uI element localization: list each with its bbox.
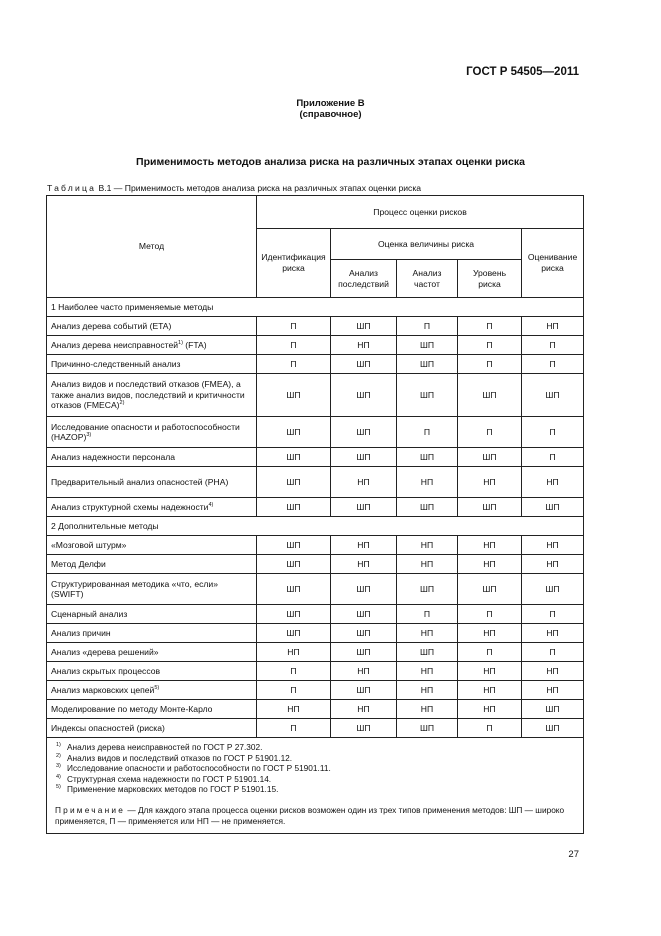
method-cell: [47, 624, 257, 643]
footnote-ref: 3): [86, 432, 92, 438]
method-cell: [47, 448, 257, 467]
appendix-heading: [0, 98, 661, 120]
applicability-cell: ШП: [257, 624, 331, 643]
note-prefix: Примечание: [55, 804, 126, 815]
applicability-cell: НП: [458, 467, 522, 498]
table-row: [47, 317, 584, 336]
applicability-cell: П: [397, 317, 458, 336]
method-cell: [47, 662, 257, 681]
applicability-cell: НП: [331, 700, 397, 719]
footnote-list: [47, 742, 579, 795]
applicability-cell: ШП: [331, 681, 397, 700]
method-name: Структурированная методика «что, если» (SWIFT): [51, 578, 218, 599]
method-name: Анализ дерева неисправностей: [51, 339, 179, 350]
applicability-cell: ШП: [257, 417, 331, 448]
applicability-cell: ШП: [397, 374, 458, 417]
footnote: [56, 752, 579, 764]
table-row: [47, 536, 584, 555]
applicability-cell: НП: [458, 700, 522, 719]
applicability-cell: НП: [458, 555, 522, 574]
applicability-cell: НП: [522, 681, 584, 700]
footnote-mark: 1): [56, 742, 61, 748]
applicability-cell: ШП: [397, 498, 458, 517]
applicability-cell: ШП: [458, 448, 522, 467]
method-cell: [47, 355, 257, 374]
applicability-cell: ШП: [257, 555, 331, 574]
section-heading-1: 1 Наиболее часто применяемые методы: [47, 298, 584, 317]
method-cell: [47, 317, 257, 336]
table-row: [47, 498, 584, 517]
footnote-mark: 5): [56, 784, 61, 791]
table-caption-prefix: Таблица: [47, 183, 97, 193]
applicability-cell: НП: [522, 317, 584, 336]
appendix-title: Применимость методов анализа риска на различных этапах оценки риска: [136, 156, 525, 168]
table-caption-text: В.1 — Применимость методов анализа риска на различных этапах оценки риска: [98, 183, 422, 193]
table-row: [47, 574, 584, 605]
method-cell: [47, 417, 257, 448]
applicability-cell: ШП: [257, 374, 331, 417]
applicability-cell: ШП: [331, 574, 397, 605]
method-name: Метод Делфи: [51, 558, 106, 569]
header-identification: Идентификация риска: [257, 229, 331, 298]
applicability-cell: НП: [522, 624, 584, 643]
table-row: [47, 555, 584, 574]
applicability-cell: П: [522, 643, 584, 662]
table-row: [47, 374, 584, 417]
applicability-cell: П: [397, 417, 458, 448]
applicability-cell: НП: [257, 643, 331, 662]
applicability-cell: П: [458, 336, 522, 355]
method-cell: [47, 605, 257, 624]
footnote-ref: 1): [178, 339, 183, 346]
applicability-cell: НП: [522, 555, 584, 574]
applicability-cell: НП: [397, 700, 458, 719]
applicability-cell: П: [257, 681, 331, 700]
applicability-cell: П: [458, 605, 522, 624]
method-name: Индексы опасностей (риска): [51, 722, 165, 733]
applicability-cell: НП: [331, 536, 397, 555]
applicability-cell: ШП: [397, 336, 458, 355]
header-level: Уровень риска: [458, 260, 522, 298]
table-row: [47, 417, 584, 448]
appendix-label: Приложение В: [296, 98, 365, 109]
applicability-cell: ШП: [331, 719, 397, 738]
applicability-cell: ШП: [331, 374, 397, 417]
applicability-cell: ШП: [331, 624, 397, 643]
table-row: [47, 355, 584, 374]
footnote: [56, 763, 579, 774]
applicability-cell: НП: [331, 662, 397, 681]
header-process: Процесс оценки рисков: [257, 196, 584, 229]
method-cell: [47, 643, 257, 662]
applicability-cell: П: [257, 662, 331, 681]
applicability-cell: ШП: [331, 317, 397, 336]
applicability-cell: ШП: [331, 605, 397, 624]
header-consequences: Анализ последствий: [331, 260, 397, 298]
applicability-cell: П: [257, 719, 331, 738]
method-name: Анализ видов и последствий отказов (FMEA), а также анализ видов, последствий и критичности отказов (FMECA): [51, 379, 245, 411]
header-method: Метод: [47, 196, 257, 298]
applicability-cell: П: [522, 448, 584, 467]
table-note: [55, 805, 579, 827]
footnote-mark: 3): [56, 763, 61, 770]
footnote-text: Структурная схема надежности по ГОСТ Р 51901.14.: [67, 773, 272, 784]
applicability-cell: П: [257, 336, 331, 355]
method-name: Сценарный анализ: [51, 608, 128, 619]
note-text: — Для каждого этапа процесса оценки рисков возможен один из трех типов применения методов: ШП — широко применяется, П — применяется или НП — не применяется.: [55, 804, 565, 826]
applicability-cell: П: [522, 336, 584, 355]
applicability-cell: НП: [458, 624, 522, 643]
applicability-cell: П: [522, 417, 584, 448]
applicability-cell: ШП: [257, 536, 331, 555]
footnote-ref: 4): [208, 501, 214, 508]
applicability-cell: ШП: [257, 605, 331, 624]
method-name: Анализ надежности персонала: [51, 451, 176, 462]
applicability-cell: П: [458, 643, 522, 662]
applicability-cell: ШП: [397, 643, 458, 662]
applicability-cell: ШП: [331, 417, 397, 448]
footnote: [56, 742, 579, 753]
table-row: [47, 700, 584, 719]
applicability-cell: П: [458, 355, 522, 374]
method-cell: [47, 681, 257, 700]
applicability-cell: НП: [458, 536, 522, 555]
table-row: [47, 719, 584, 738]
applicability-cell: НП: [397, 536, 458, 555]
footnote: [56, 784, 579, 795]
method-name: Анализ «дерева решений»: [51, 646, 159, 657]
footnote-text: Анализ дерева неисправностей по ГОСТ Р 27.302.: [67, 742, 263, 752]
standard-number: ГОСТ Р 54505—2011: [466, 66, 579, 78]
header-evaluation: Оценивание риска: [522, 229, 584, 298]
applicability-cell: НП: [331, 555, 397, 574]
footnote-ref: 5): [154, 684, 160, 691]
applicability-cell: НП: [331, 336, 397, 355]
applicability-cell: П: [522, 605, 584, 624]
method-name: Моделирование по методу Монте-Карло: [51, 703, 213, 714]
applicability-cell: ШП: [458, 574, 522, 605]
applicability-cell: ШП: [257, 448, 331, 467]
table-row: [47, 448, 584, 467]
applicability-cell: ШП: [522, 719, 584, 738]
method-name: Предварительный анализ опасностей (PHA): [51, 476, 229, 487]
applicability-cell: П: [397, 605, 458, 624]
method-cell: [47, 536, 257, 555]
method-name: Анализ причин: [51, 627, 111, 638]
table-body: [47, 298, 584, 834]
section-heading-2: 2 Дополнительные методы: [47, 517, 584, 536]
appendix-type: (справочное): [299, 109, 362, 120]
applicability-cell: НП: [522, 662, 584, 681]
table-row: [47, 605, 584, 624]
applicability-cell: ШП: [397, 355, 458, 374]
applicability-cell: НП: [397, 624, 458, 643]
applicability-cell: П: [458, 719, 522, 738]
footnote-mark: 4): [56, 773, 61, 780]
applicability-cell: ШП: [458, 374, 522, 417]
applicability-cell: НП: [397, 555, 458, 574]
method-cell: [47, 467, 257, 498]
applicability-cell: НП: [522, 536, 584, 555]
table-row: [47, 662, 584, 681]
applicability-cell: НП: [331, 467, 397, 498]
header-magnitude: Оценка величины риска: [331, 229, 522, 260]
applicability-cell: ШП: [522, 700, 584, 719]
table-row: [47, 467, 584, 498]
footnote-text: Исследование опасности и работоспособности по ГОСТ Р 51901.11.: [67, 763, 331, 774]
method-name: «Мозговой штурм»: [51, 539, 127, 550]
table-caption: [47, 183, 421, 193]
applicability-cell: ШП: [397, 448, 458, 467]
method-cell: [47, 555, 257, 574]
method-name: Анализ дерева событий (ETA): [51, 320, 172, 331]
header-frequency: Анализ частот: [397, 260, 458, 298]
footnote-text: Применение марковских методов по ГОСТ Р 51901.15.: [67, 784, 279, 795]
table-row: [47, 643, 584, 662]
applicability-cell: ШП: [331, 643, 397, 662]
applicability-cell: ШП: [257, 498, 331, 517]
applicability-cell: ШП: [397, 574, 458, 605]
method-name: Исследование опасности и работоспособности (HAZOP): [51, 421, 240, 442]
applicability-cell: ШП: [257, 574, 331, 605]
applicability-cell: П: [257, 317, 331, 336]
method-cell: [47, 719, 257, 738]
applicability-cell: ШП: [331, 448, 397, 467]
applicability-cell: ШП: [522, 498, 584, 517]
applicability-cell: НП: [397, 467, 458, 498]
applicability-cell: НП: [397, 681, 458, 700]
applicability-cell: НП: [458, 681, 522, 700]
applicability-cell: НП: [522, 467, 584, 498]
applicability-cell: НП: [257, 700, 331, 719]
method-name: Анализ скрытых процессов: [51, 665, 161, 676]
applicability-cell: П: [522, 355, 584, 374]
method-name: Причинно-следственный анализ: [51, 358, 181, 369]
footnote: [56, 773, 579, 785]
applicability-cell: НП: [397, 662, 458, 681]
method-suffix: (FTA): [182, 339, 207, 350]
method-cell: [47, 498, 257, 517]
applicability-cell: ШП: [522, 374, 584, 417]
table-row: [47, 681, 584, 700]
applicability-cell: ШП: [458, 498, 522, 517]
method-cell: [47, 336, 257, 355]
applicability-cell: ШП: [397, 719, 458, 738]
method-name: Анализ структурной схемы надежности: [51, 501, 209, 512]
method-cell: [47, 374, 257, 417]
method-cell: [47, 700, 257, 719]
applicability-cell: НП: [458, 662, 522, 681]
applicability-cell: ШП: [257, 467, 331, 498]
method-name: Анализ марковских цепей: [51, 684, 155, 695]
footnote-ref: 2): [119, 400, 125, 407]
footnote-mark: 2): [56, 752, 61, 759]
table-row: [47, 336, 584, 355]
table-notes: [47, 738, 584, 834]
page-number: 27: [568, 849, 579, 860]
method-cell: [47, 574, 257, 605]
applicability-table: [46, 195, 584, 834]
applicability-cell: П: [257, 355, 331, 374]
applicability-cell: ШП: [331, 498, 397, 517]
table-row: [47, 624, 584, 643]
applicability-cell: ШП: [522, 574, 584, 605]
footnote-text: Анализ видов и последствий отказов по ГОСТ Р 51901.12.: [67, 752, 293, 763]
applicability-cell: П: [458, 417, 522, 448]
applicability-cell: П: [458, 317, 522, 336]
applicability-cell: ШП: [331, 355, 397, 374]
